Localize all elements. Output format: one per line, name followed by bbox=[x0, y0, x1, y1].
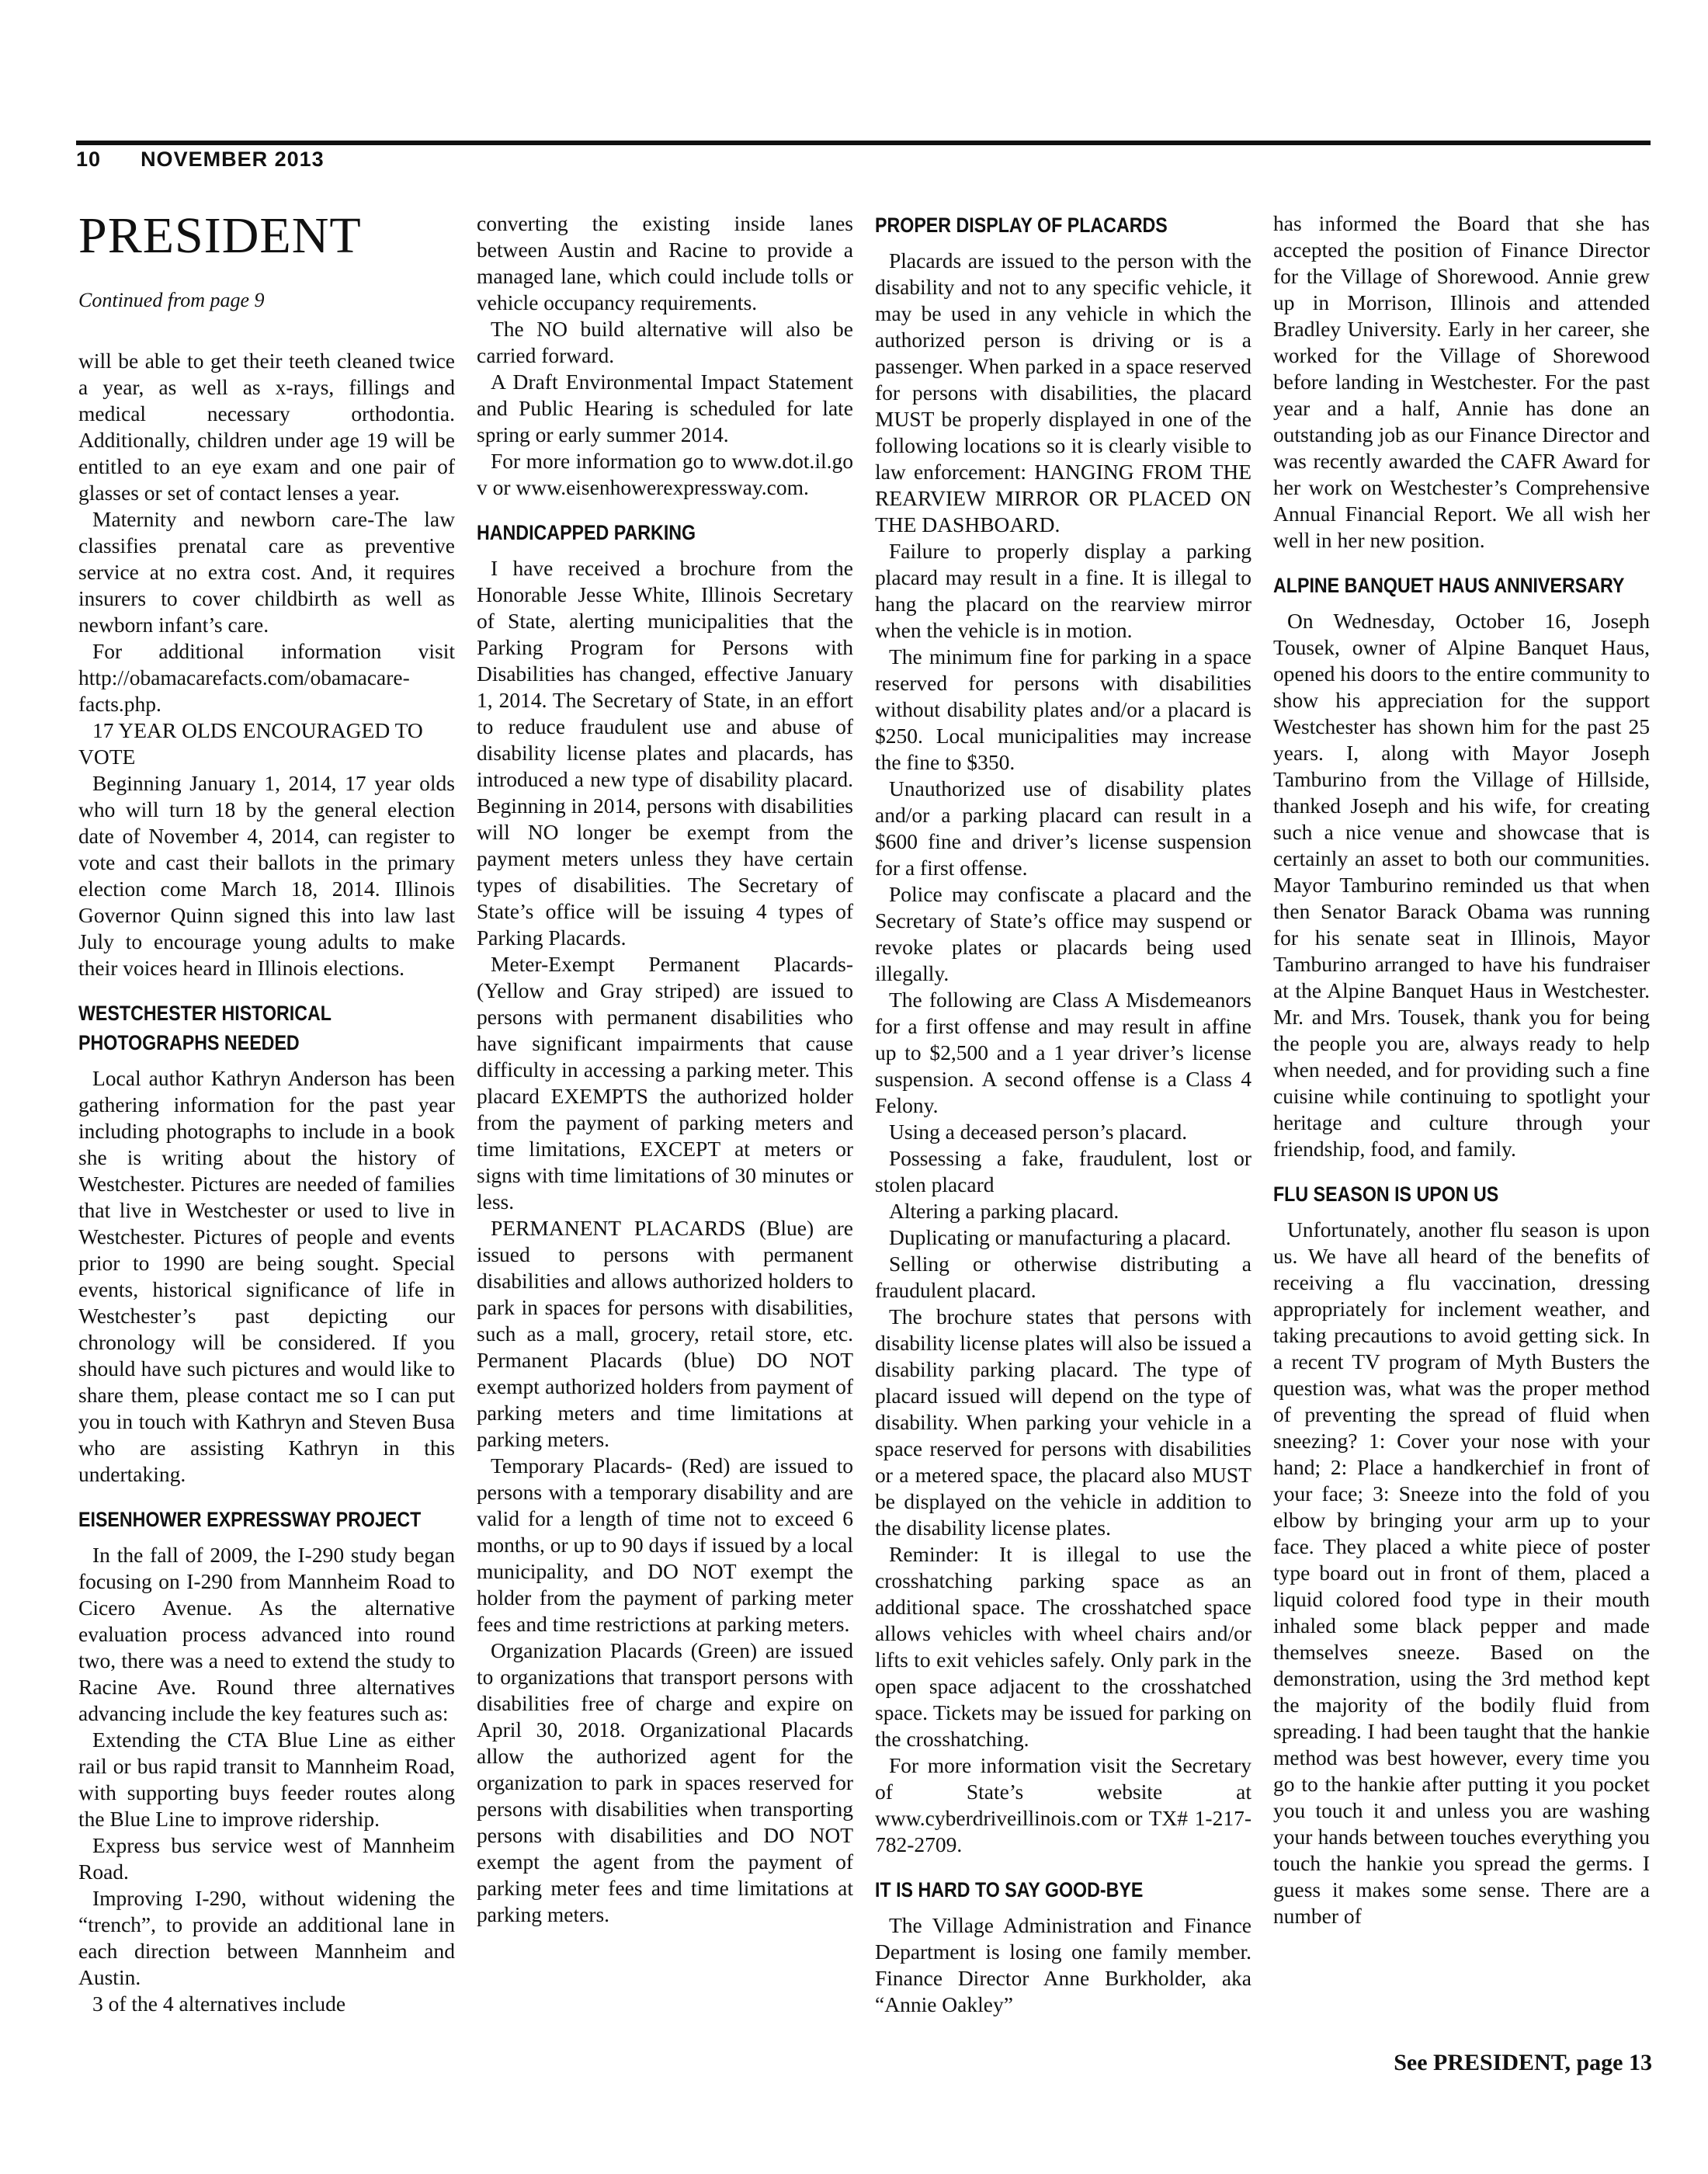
paragraph: Placards are issued to the person with the disability and not to any specific vehicle, it may be used in any vehicle in which the authorized person is driving or is a passenger. When parked in a space reserved for persons with disabilities, the placard MUST be properly displayed in one of the following locations so it is clearly visible to law enforcement: HANGING FROM THE REARVIEW MIRROR OR PLACED ON THE DASHBOARD. bbox=[875, 248, 1251, 537]
paragraph: Extending the CTA Blue Line as either rail or bus rapid transit to Mannheim Road, with supporting buys feeder routes along the Blue Line to improve ridership. bbox=[78, 1728, 455, 1831]
continued-note: Continued from page 9 bbox=[78, 289, 265, 311]
paragraph: The NO build alternative will also be carried forward. bbox=[477, 317, 853, 367]
paragraph: Police may confiscate a placard and the Secretary of State’s office may suspend or revoke plates or placards being used illegally. bbox=[875, 882, 1251, 985]
paragraph: Unfortunately, another flu season is upon us. We have all heard of the benefits of receiving a flu vaccination, dressing appropriately for inclement weather, and taking precautions to avoid getting sick. In a recent TV program of Myth Busters the question was, what was the proper method of preventing the spread of fluid when sneezing? 1: Cover your nose with your hand; 2: Place a handkerchief in front of your face; 3: Sneeze into the fold of you elbow by bringing your arm up to your face. They placed a white piece of poster type board out in front of them, placed a liquid colored food type in their mouth inhaled some black pepper and made themselves sneeze. Based on the demonstration, using the 3rd method kept the majority of the bodily fluid from spreading. I had been taught that the hankie method was best however, every time you go to the hankie after putting it you pocket you touch it and unless you are washing your hands between touches everything you touch the hankie you spread the germs. I guess it makes some sense. There are a number of bbox=[1273, 1217, 1650, 1928]
paragraph: Temporary Placards- (Red) are issued to persons with a temporary disability and are valid for a length of time not to exceed 6 months, or up to 90 days if issued by a local municipality, and DO NOT exempt the holder from the payment of parking meter fees and time restrictions at parking meters. bbox=[477, 1453, 854, 1636]
paragraph: Unauthorized use of disability plates and/or a parking placard can result in a $600 fine and driver’s license suspension for a first offense. bbox=[875, 776, 1251, 880]
paragraph: In the fall of 2009, the I-290 study began focusing on I-290 from Mannheim Road to Cicero Avenue. As the alternative evaluation process advanced into round two, there was a need to extend the study to Racine Ave. Round three alternatives advancing include the key features such as: bbox=[78, 1543, 455, 1725]
column-4 bbox=[1273, 210, 1650, 1929]
article-heading: ALPINE BANQUET HAUS ANNIVERSARY bbox=[1273, 574, 1625, 597]
paragraph: Reminder: It is illegal to use the crosshatching parking space as an additional space. The crosshatched space allows vehicles with wheel chairs and/or lifts to exit vehicles safely. Only park in the open space adjacent to the crosshatched space. Tickets may be issued for parking on the crosshatching. bbox=[875, 1542, 1251, 1751]
article-heading: EISENHOWER EXPRESSWAY PROJECT bbox=[78, 1508, 422, 1531]
paragraph: 3 of the 4 alternatives include bbox=[92, 1992, 346, 2016]
column-1 bbox=[78, 208, 455, 2017]
paragraph: Beginning January 1, 2014, 17 year olds who will turn 18 by the general election date of November 4, 2014, can register to vote and cast their ballots in the primary election come March 18, 2014. Illinois Governor Quinn signed this into law last July to encourage young adults to make their voices heard in Illinois elections. bbox=[78, 771, 455, 980]
article-heading: WESTCHESTER HISTORICAL PHOTOGRAPHS NEEDED bbox=[78, 1002, 332, 1054]
paragraph: has informed the Board that she has accepted the position of Finance Director for the Village of Shorewood. Annie grew up in Morrison, Illinois and attended Bradley University. Early in her career, she worked for the Village of Shorewood before landing in Westchester. For the past year and a half, Annie has done an outstanding job as our Finance Director and was recently awarded the CAFR Award for her work on Westchester’s Comprehensive Annual Financial Report. We all wish her well in her new position. bbox=[1273, 211, 1650, 552]
paragraph: I have received a brochure from the Honorable Jesse White, Illinois Secretary of State, alerting municipalities that the Parking Program for Persons with Disabilities has changed, effective January 1, 2014. The Secretary of State, in an effort to reduce fraudulent use and abuse of disability license plates and placards, has introduced a new type of disability placard. Beginning in 2014, persons with disabilities will NO longer be exempt from the payment meters unless they have certain types of disabilities. The Secretary of State’s office will be issuing 4 types of Parking Placards. bbox=[477, 556, 853, 950]
article-heading: PROPER DISPLAY OF PLACARDS bbox=[875, 214, 1168, 237]
paragraph: 17 YEAR OLDS ENCOURAGED TO VOTE bbox=[78, 718, 423, 769]
paragraph: Local author Kathryn Anderson has been gathering information for the past year including photographs to include in a book she is writing about the history of Westchester. Pictures are needed of families that live in Westchester or used to live in Westchester. Pictures of people and events prior to 1990 are being sought. Special events, historical significance of life in Westchester’s past depicting our chronology will be considered. If you should have such pictures and would like to share them, please contact me so I can put you in touch with Kathryn and Steven Busa who are assisting Kathryn in this undertaking. bbox=[78, 1066, 455, 1486]
page-number: 10 bbox=[76, 148, 102, 171]
paragraph: The Village Administration and Finance Department is losing one family member. Finance Director Anne Burkholder, aka “Annie Oakley” bbox=[875, 1913, 1251, 2016]
paragraph: Possessing a fake, fraudulent, lost or stolen placard bbox=[875, 1146, 1251, 1196]
section-title: PRESIDENT bbox=[78, 207, 362, 264]
jump-note: See PRESIDENT, page 13 bbox=[1394, 2050, 1652, 2075]
paragraph: converting the existing inside lanes between Austin and Racine to provide a managed lane, which could include tolls or vehicle occupancy requirements. bbox=[477, 211, 853, 314]
folio bbox=[76, 148, 325, 172]
paragraph: PERMANENT PLACARDS (Blue) are issued to persons with permanent disabilities and allows authorized holders to park in spaces for persons with disabilities, such as a mall, grocery, retail store, etc. Permanent Placards (blue) DO NOT exempt authorized holders from payment of parking meters and time limitations at parking meters. bbox=[477, 1216, 853, 1451]
article-heading: FLU SEASON IS UPON US bbox=[1273, 1183, 1499, 1206]
paragraph: The following are Class A Misdemeanors for a first offense and may result in affine up to $2,500 and a 1 year driver’s license suspension. A second offense is a Class 4 Felony. bbox=[875, 988, 1251, 1117]
paragraph: Selling or otherwise distributing a fraudulent placard. bbox=[875, 1252, 1251, 1302]
article-heading: HANDICAPPED PARKING bbox=[477, 521, 696, 544]
paragraph: The brochure states that persons with disability license plates will also be issued a disability parking placard. The type of placard issued will depend on the type of disability. When parking your vehicle in a space reserved for persons with disabilities or a metered space, the placard also MUST be displayed on the vehicle in addition to the disability license plates. bbox=[875, 1304, 1251, 1540]
paragraph: will be able to get their teeth cleaned twice a year, as well as x-rays, fillings and medical necessary orthodontia. Additionally, children under age 19 will be entitled to an eye exam and one pair of glasses or set of contact lenses a year. bbox=[78, 349, 455, 505]
column-3 bbox=[875, 210, 1251, 2018]
paragraph: Meter-Exempt Permanent Placards- (Yellow and Gray striped) are issued to persons with permanent disabilities who have significant impairments that cause difficulty in accessing a parking meter. This placard EXEMPTS the authorized holder from the payment of parking meters and time limitations, EXCEPT at meters or signs with time limitations of 30 minutes or less. bbox=[477, 952, 853, 1214]
paragraph: Failure to properly display a parking placard may result in a fine. It is illegal to hang the placard on the rearview mirror when the vehicle is in motion. bbox=[875, 539, 1251, 642]
article-heading: IT IS HARD TO SAY GOOD-BYE bbox=[875, 1878, 1144, 1901]
paragraph: Improving I-290, without widening the “trench”, to provide an additional lane in each direction between Mannheim and Austin. bbox=[78, 1886, 455, 1989]
paragraph: The minimum fine for parking in a space reserved for persons with disabilities without disability plates and/or a placard is $250. Local municipalities may increase the fine to $350. bbox=[875, 644, 1251, 774]
issue-date: NOVEMBER 2013 bbox=[141, 148, 325, 171]
paragraph: For additional information visit http://obamacarefacts.com/obamacare-facts.php. bbox=[78, 639, 455, 716]
paragraph: For more information visit the Secretary of State’s website at www.cyberdriveillinois.com or TX# 1-217-782-2709. bbox=[875, 1753, 1251, 1856]
paragraph: Using a deceased person’s placard. bbox=[889, 1120, 1188, 1144]
paragraph: A Draft Environmental Impact Statement and Public Hearing is scheduled for late spring or early summer 2014. bbox=[477, 370, 853, 446]
paragraph: On Wednesday, October 16, Joseph Tousek, owner of Alpine Banquet Haus, opened his doors to the entire community to show his appreciation for the support Westchester has shown him for the past 25 years. I, along with Mayor Joseph Tamburino from the Village of Hillside, thanked Joseph and his wife, for creating such a nice venue and showcase that is certainly an asset to both our communities. Mayor Tamburino reminded us that when then Senator Barack Obama was running for his senate seat in Illinois, Mayor Tamburino arranged to have his fundraiser at the Alpine Banquet Haus in Westchester. Mr. and Mrs. Tousek, thank you for being the people you are, always ready to help when needed, and for providing such a fine cuisine while continuing to spotlight your heritage and culture through your friendship, food, and family. bbox=[1273, 609, 1650, 1161]
paragraph: Altering a parking placard. bbox=[889, 1199, 1120, 1223]
paragraph: Duplicating or manufacturing a placard. bbox=[889, 1225, 1231, 1249]
paragraph: Organization Placards (Green) are issued to organizations that transport persons with disabilities free of charge and expire on April 30, 2018. Organizational Placards allow the authorized agent for the organization to park in spaces reserved for persons with disabilities when transporting persons with disabilities and DO NOT exempt the agent from the payment of parking meter fees and time limitations at parking meters. bbox=[477, 1638, 853, 1926]
column-2 bbox=[477, 210, 853, 1928]
header-rule bbox=[76, 141, 1651, 145]
paragraph: Express bus service west of Mannheim Road. bbox=[78, 1833, 455, 1884]
paragraph: For more information go to www.dot.il.gov or www.eisenhowerexpressway.com. bbox=[477, 449, 853, 499]
paragraph: Maternity and newborn care-The law classifies prenatal care as preventive service at no extra cost. And, it requires insurers to cover childbirth as well as newborn infant’s care. bbox=[78, 507, 455, 637]
